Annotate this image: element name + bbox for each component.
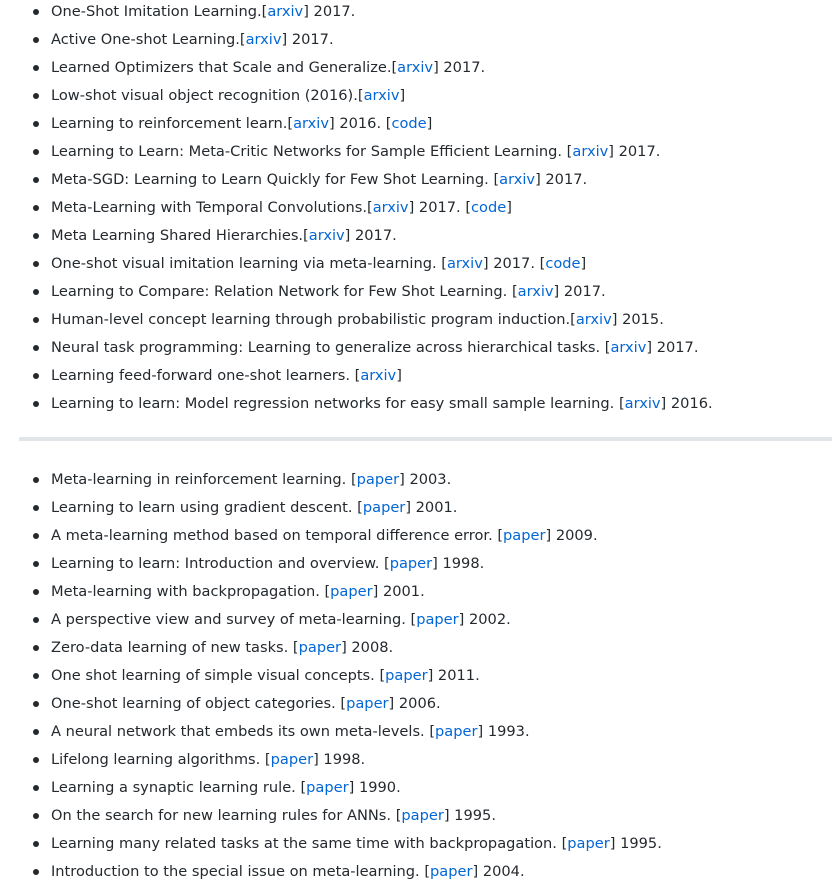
list-item <box>0 362 832 390</box>
bullet-icon <box>33 121 39 127</box>
item-year-text: ] 2017. <box>535 171 588 188</box>
item-year-text: ] 1990. <box>348 779 401 796</box>
list-item <box>0 606 832 634</box>
paper-link[interactable]: paper <box>362 499 406 516</box>
arxiv-link[interactable]: arxiv <box>499 171 536 188</box>
bullet-icon <box>33 401 39 407</box>
list-item <box>0 802 832 830</box>
paper-link[interactable]: paper <box>435 723 478 740</box>
paper-link[interactable]: paper <box>567 835 610 852</box>
list-item <box>0 634 832 662</box>
item-title-text: Lifelong learning algorithms. [ <box>51 751 271 768</box>
item-year-text: ] 1995. <box>443 807 496 824</box>
item-year-text: ] 2017. <box>344 227 397 244</box>
paper-link[interactable]: paper <box>503 527 546 544</box>
paper-link[interactable]: paper <box>385 667 428 684</box>
bullet-icon <box>33 757 39 763</box>
item-title-text: One-shot visual imitation learning via meta-learning. [ <box>51 255 447 272</box>
bullet-icon <box>33 233 39 239</box>
code-link[interactable]: code <box>545 255 581 272</box>
list-item <box>0 138 832 166</box>
item-title-text: Learning many related tasks at the same time with backpropagation. [ <box>51 835 568 852</box>
item-title-text: Learning to Learn: Meta-Critic Networks for Sample Efficient Learning. [ <box>51 143 573 160</box>
item-year-text: ] 1998. <box>313 751 366 768</box>
item-year-text: ] 2017. <box>646 339 699 356</box>
item-year-text: ] <box>399 87 406 104</box>
bullet-icon <box>33 869 39 875</box>
bullet-icon <box>33 701 39 707</box>
bullet-icon <box>33 645 39 651</box>
bullet-icon <box>33 533 39 539</box>
list-item <box>0 494 832 522</box>
item-suffix-text: ] <box>506 199 512 216</box>
list-item <box>0 222 832 250</box>
bullet-icon <box>33 37 39 43</box>
item-year-text: ] 1995. <box>609 835 662 852</box>
item-year-text: ] 2003. <box>399 471 452 488</box>
list-item <box>0 0 832 26</box>
paper-link[interactable]: paper <box>330 583 373 600</box>
list-item <box>0 522 832 550</box>
item-title-text: Learned Optimizers that Scale and Generalize.[ <box>51 59 398 76</box>
bullet-icon <box>33 729 39 735</box>
list-item <box>0 390 832 418</box>
arxiv-link[interactable]: arxiv <box>245 31 282 48</box>
item-title-text: Learning a synaptic learning rule. [ <box>51 779 307 796</box>
bullet-icon <box>33 93 39 99</box>
item-year-text: ] <box>396 367 402 384</box>
code-link[interactable]: code <box>471 199 507 216</box>
bullet-icon <box>33 177 39 183</box>
item-title-text: Meta-learning with backpropagation. [ <box>51 583 331 600</box>
arxiv-link[interactable]: arxiv <box>267 3 304 20</box>
item-year-text: ] 2008. <box>341 639 394 656</box>
paper-link[interactable]: paper <box>298 639 342 656</box>
item-title-text: One-Shot Imitation Learning.[ <box>51 3 268 20</box>
item-year-text: ] 1993. <box>477 723 530 740</box>
list-item <box>0 466 832 494</box>
arxiv-link[interactable]: arxiv <box>397 59 434 76</box>
bullet-icon <box>33 205 39 211</box>
bullet-icon <box>33 561 39 567</box>
arxiv-link[interactable]: arxiv <box>575 311 612 328</box>
bullet-icon <box>33 589 39 595</box>
list-item <box>0 718 832 746</box>
bullet-icon <box>33 813 39 819</box>
paper-link[interactable]: paper <box>389 555 433 572</box>
item-year-text: ] 2011. <box>427 667 480 684</box>
item-title-text: A meta-learning method based on temporal difference error. [ <box>51 527 504 544</box>
item-year-text: ] 2017. <box>303 3 356 20</box>
list-item <box>0 830 832 858</box>
item-title-text: A perspective view and survey of meta-learning. [ <box>51 611 417 628</box>
list-item <box>0 858 832 886</box>
bullet-icon <box>33 673 39 679</box>
item-year-text: ] 2017. <box>433 59 486 76</box>
list-item <box>0 250 832 278</box>
item-title-text: Zero-data learning of new tasks. [ <box>51 639 299 656</box>
item-year-text: ] 2016. [ <box>329 115 392 132</box>
item-title-text: Human-level concept learning through probabilistic program induction.[ <box>51 311 576 328</box>
bullet-icon <box>33 617 39 623</box>
bullet-icon <box>33 345 39 351</box>
list-item <box>0 306 832 334</box>
paper-link[interactable]: paper <box>401 807 444 824</box>
list-item <box>0 82 832 110</box>
list-item <box>0 550 832 578</box>
bullet-icon <box>33 785 39 791</box>
item-year-text: ] 2017. <box>553 283 606 300</box>
bullet-icon <box>33 477 39 483</box>
item-year-text: ] 2001. <box>372 583 425 600</box>
bullet-icon <box>33 841 39 847</box>
list-item <box>0 54 832 82</box>
item-title-text: Meta-SGD: Learning to Learn Quickly for Few Shot Learning. [ <box>51 171 500 188</box>
bullet-icon <box>33 505 39 511</box>
list-item <box>0 578 832 606</box>
list-item <box>0 746 832 774</box>
arxiv-link[interactable]: arxiv <box>363 87 400 104</box>
item-title-text: Meta-Learning with Temporal Convolutions.[ <box>51 199 373 216</box>
arxiv-link[interactable]: arxiv <box>572 143 609 160</box>
arxiv-link[interactable]: arxiv <box>446 255 483 272</box>
list-item <box>0 166 832 194</box>
item-year-text: ] 2017. <box>281 31 334 48</box>
arxiv-link[interactable]: arxiv <box>624 395 661 412</box>
item-suffix-text: ] <box>426 115 433 132</box>
item-year-text: ] 2015. <box>611 311 664 328</box>
item-year-text: ] 2017. <box>608 143 661 160</box>
item-title-text: Meta Learning Shared Hierarchies.[ <box>51 227 309 244</box>
paper-link[interactable]: paper <box>416 611 459 628</box>
arxiv-link[interactable]: arxiv <box>517 283 554 300</box>
item-title-text: Meta-learning in reinforcement learning. [ <box>51 471 357 488</box>
reference-list-arxiv <box>0 0 832 418</box>
item-title-text: Learning to reinforcement learn.[ <box>51 115 294 132</box>
item-suffix-text: ] <box>580 255 587 272</box>
list-item <box>0 110 832 138</box>
list-item <box>0 774 832 802</box>
bullet-icon <box>33 65 39 71</box>
item-year-text: ] 1998. <box>432 555 485 572</box>
bullet-icon <box>33 373 39 379</box>
item-title-text: Learning to learn: Introduction and overview. [ <box>51 555 390 572</box>
paper-link[interactable]: paper <box>270 751 314 768</box>
arxiv-link[interactable]: arxiv <box>360 367 397 384</box>
item-year-text: ] 2006. <box>388 695 441 712</box>
item-year-text: ] 2004. <box>472 863 525 880</box>
arxiv-link[interactable]: arxiv <box>610 339 647 356</box>
list-item <box>0 26 832 54</box>
arxiv-link[interactable]: arxiv <box>308 227 345 244</box>
list-item <box>0 194 832 222</box>
item-title-text: Active One-shot Learning.[ <box>51 31 246 48</box>
arxiv-link[interactable]: arxiv <box>372 199 409 216</box>
item-title-text: A neural network that embeds its own meta-levels. [ <box>51 723 436 740</box>
horizontal-rule <box>19 437 832 441</box>
item-title-text: One shot learning of simple visual concepts. [ <box>51 667 386 684</box>
item-year-text: ] 2016. <box>660 395 713 412</box>
paper-link[interactable]: paper <box>306 779 349 796</box>
list-item <box>0 334 832 362</box>
item-title-text: Introduction to the special issue on meta-learning. [ <box>51 863 431 880</box>
item-year-text: ] 2017. [ <box>408 199 472 216</box>
bullet-icon <box>33 289 39 295</box>
arxiv-link[interactable]: arxiv <box>293 115 329 132</box>
item-year-text: ] 2002. <box>458 611 511 628</box>
paper-link[interactable]: paper <box>430 863 473 880</box>
code-link[interactable]: code <box>391 115 427 132</box>
item-year-text: ] 2009. <box>545 527 598 544</box>
item-title-text: One-shot learning of object categories. [ <box>51 695 347 712</box>
item-title-text: Learning to Compare: Relation Network for Few Shot Learning. [ <box>51 283 518 300</box>
paper-link[interactable]: paper <box>356 471 400 488</box>
item-title-text: On the search for new learning rules for ANNs. [ <box>51 807 402 824</box>
item-title-text: Neural task programming: Learning to generalize across hierarchical tasks. [ <box>51 339 611 356</box>
list-item <box>0 662 832 690</box>
item-title-text: Learning feed-forward one-shot learners. [ <box>51 367 361 384</box>
bullet-icon <box>33 261 39 267</box>
reference-list-papers <box>0 466 832 886</box>
item-year-text: ] 2017. [ <box>482 255 546 272</box>
bullet-icon <box>33 317 39 323</box>
item-title-text: Learning to learn: Model regression networks for easy small sample learning. [ <box>51 395 625 412</box>
item-title-text: Low-shot visual object recognition (2016).[ <box>51 87 364 104</box>
item-title-text: Learning to learn using gradient descent. [ <box>51 499 363 516</box>
bullet-icon <box>33 149 39 155</box>
list-item <box>0 278 832 306</box>
list-item <box>0 690 832 718</box>
paper-link[interactable]: paper <box>346 695 389 712</box>
item-year-text: ] 2001. <box>405 499 458 516</box>
bullet-icon <box>33 9 39 15</box>
